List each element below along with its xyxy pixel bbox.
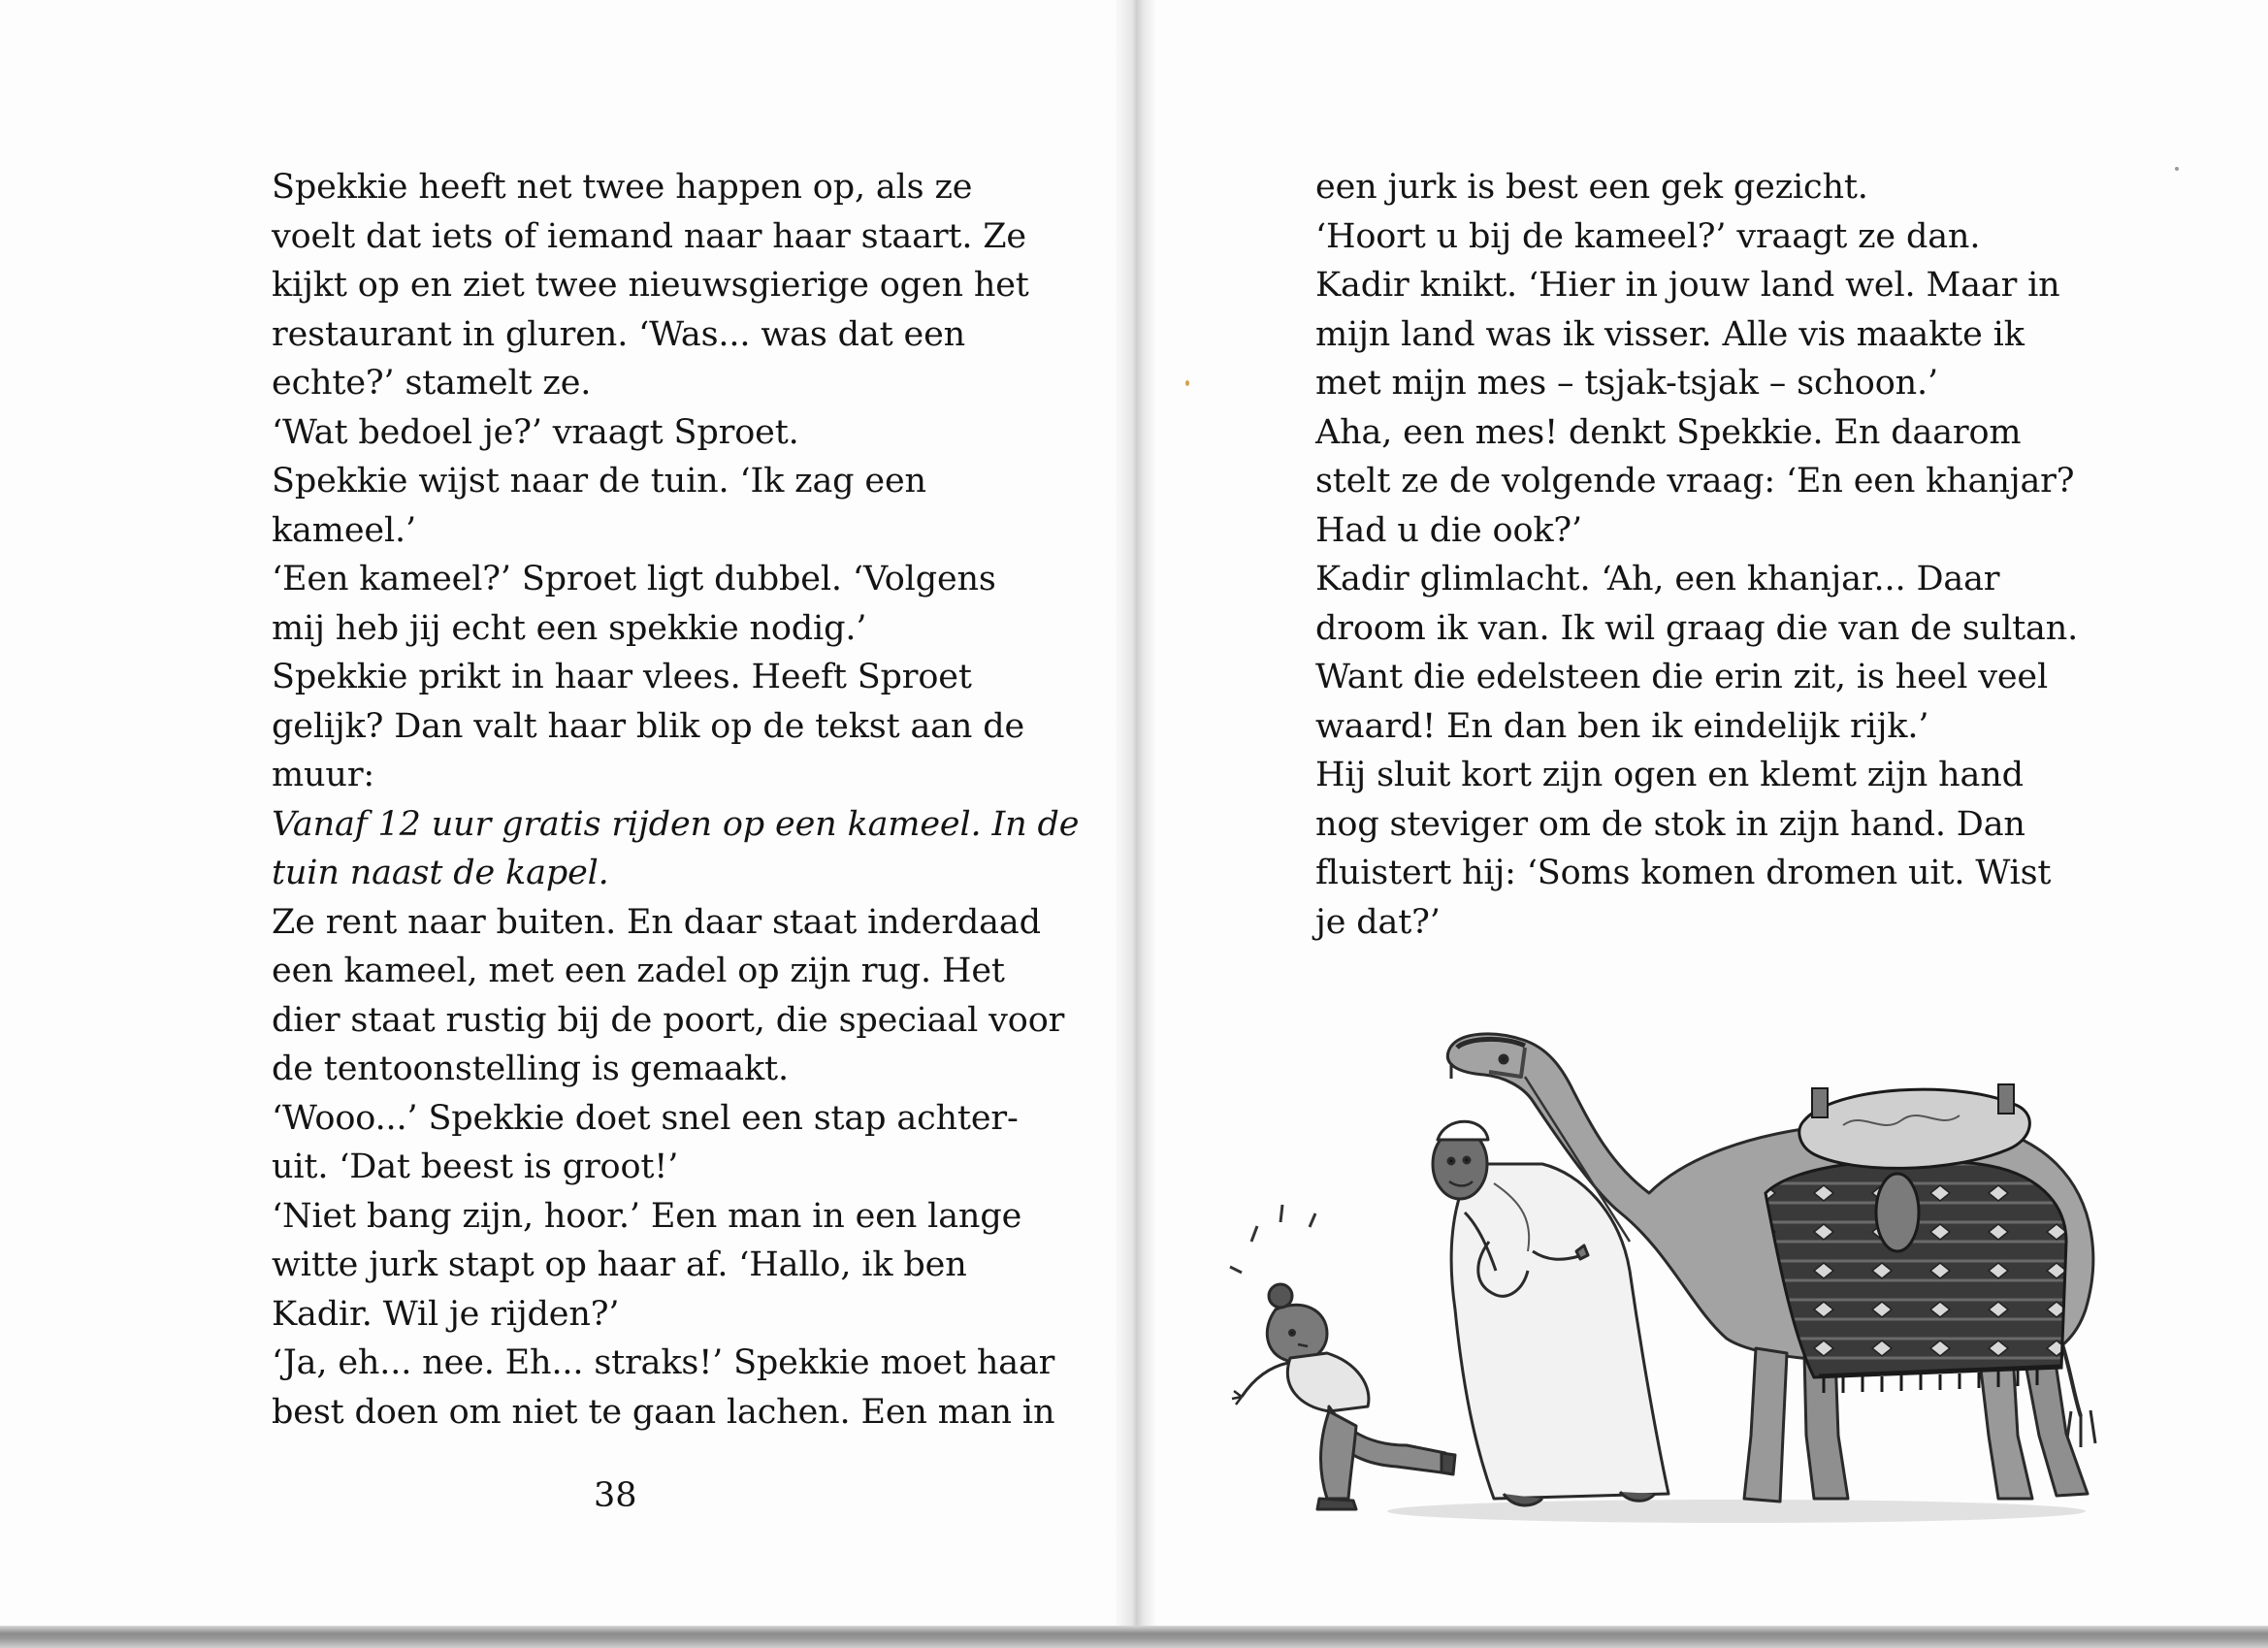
text-line: Hij sluit kort zijn ogen en klemt zijn hand	[1315, 756, 2024, 794]
text-line: Kadir. Wil je rijden?’	[272, 1294, 620, 1334]
text-line: je dat?’	[1315, 902, 1441, 942]
text-line: ‘Een kameel?’ Sproet ligt dubbel. ‘Volgens	[272, 560, 996, 598]
text-line: Aha, een mes! denkt Spekkie. En daarom	[1315, 412, 2022, 452]
ground-shadow	[1387, 1500, 2086, 1523]
text-line: Kadir glimlacht. ‘Ah, een khanjar... Daar	[1315, 560, 2000, 598]
text-line: ‘Wat bedoel je?’ vraagt Sproet.	[272, 412, 799, 452]
girl-spekkie	[1230, 1205, 1455, 1509]
right-page-text	[1315, 163, 2078, 947]
text-line: met mijn mes – tsjak-tsjak – schoon.’	[1315, 364, 1938, 403]
page-number: 38	[594, 1476, 637, 1515]
book-gutter	[1116, 0, 1156, 1648]
text-line: droom ik van. Ik wil graag die van de sultan.	[1315, 608, 2079, 648]
sign-text-line: tuin naast de kapel.	[272, 854, 609, 892]
text-line: een kameel, met een zadel op zijn rug. Het	[272, 952, 1005, 990]
text-line: Ze rent naar buiten. En daar staat inderdaad	[272, 902, 1041, 942]
text-line: nog steviger om de stok in zijn hand. Dan	[1315, 804, 2025, 844]
text-line: gelijk? Dan valt haar blik op de tekst aan de	[272, 706, 1025, 746]
text-line: Want die edelsteen die erin zit, is heel veel	[1315, 658, 2049, 696]
text-line: muur:	[272, 756, 375, 794]
text-line: voelt dat iets of iemand naar haar staart. Ze	[272, 216, 1026, 256]
text-line: uit. ‘Dat beest is groot!’	[272, 1147, 679, 1186]
paper-speck	[2175, 167, 2179, 171]
text-line: Spekkie wijst naar de tuin. ‘Ik zag een	[272, 462, 926, 501]
paper-speck	[1185, 380, 1189, 386]
text-line: een jurk is best een gek gezicht.	[1315, 168, 1868, 207]
page-bottom-edge	[0, 1626, 2268, 1648]
text-line: waard! En dan ben ik eindelijk rijk.’	[1315, 706, 1929, 746]
left-page-text	[272, 163, 1079, 1437]
text-line: ‘Wooo...’ Spekkie doet snel een stap achter-	[272, 1098, 1019, 1138]
text-line: kijkt op en ziet twee nieuwsgierige ogen het	[272, 266, 1029, 305]
text-line: ‘Hoort u bij de kameel?’ vraagt ze dan.	[1315, 216, 1981, 256]
text-line: dier staat rustig bij de poort, die speciaal voor	[272, 1000, 1065, 1040]
text-line: Spekkie prikt in haar vlees. Heeft Sproet	[272, 658, 972, 696]
text-line: mij heb jij echt een spekkie nodig.’	[272, 608, 867, 648]
text-line: mijn land was ik visser. Alle vis maakte ik	[1315, 314, 2025, 354]
text-line: restaurant in gluren. ‘Was... was dat een	[272, 314, 966, 354]
sign-text-line: Vanaf 12 uur gratis rijden op een kameel. In de	[272, 804, 1080, 844]
text-line: echte?’ stamelt ze.	[272, 364, 592, 403]
saddle-blanket	[1766, 1084, 2066, 1393]
text-line: stelt ze de volgende vraag: ‘En een khanjar?	[1315, 462, 2075, 501]
text-line: ‘Ja, eh... nee. Eh... straks!’ Spekkie moet haar	[272, 1343, 1055, 1382]
text-line: de tentoonstelling is gemaakt.	[272, 1050, 789, 1088]
text-line: kameel.’	[272, 510, 416, 550]
left-page	[0, 0, 1116, 1630]
text-line: witte jurk stapt op haar af. ‘Hallo, ik ben	[272, 1245, 967, 1284]
text-line: Kadir knikt. ‘Hier in jouw land wel. Maar in	[1315, 266, 2060, 305]
text-line: ‘Niet bang zijn, hoor.’ Een man in een lange	[272, 1196, 1022, 1236]
text-line: Spekkie heeft net twee happen op, als ze	[272, 168, 973, 207]
text-line: best doen om niet te gaan lachen. Een man in	[272, 1392, 1055, 1432]
text-line: Had u die ook?’	[1315, 510, 1583, 550]
camel-illustration	[1213, 1018, 2105, 1542]
text-line: fluistert hij: ‘Soms komen dromen uit. Wist	[1315, 854, 2052, 892]
